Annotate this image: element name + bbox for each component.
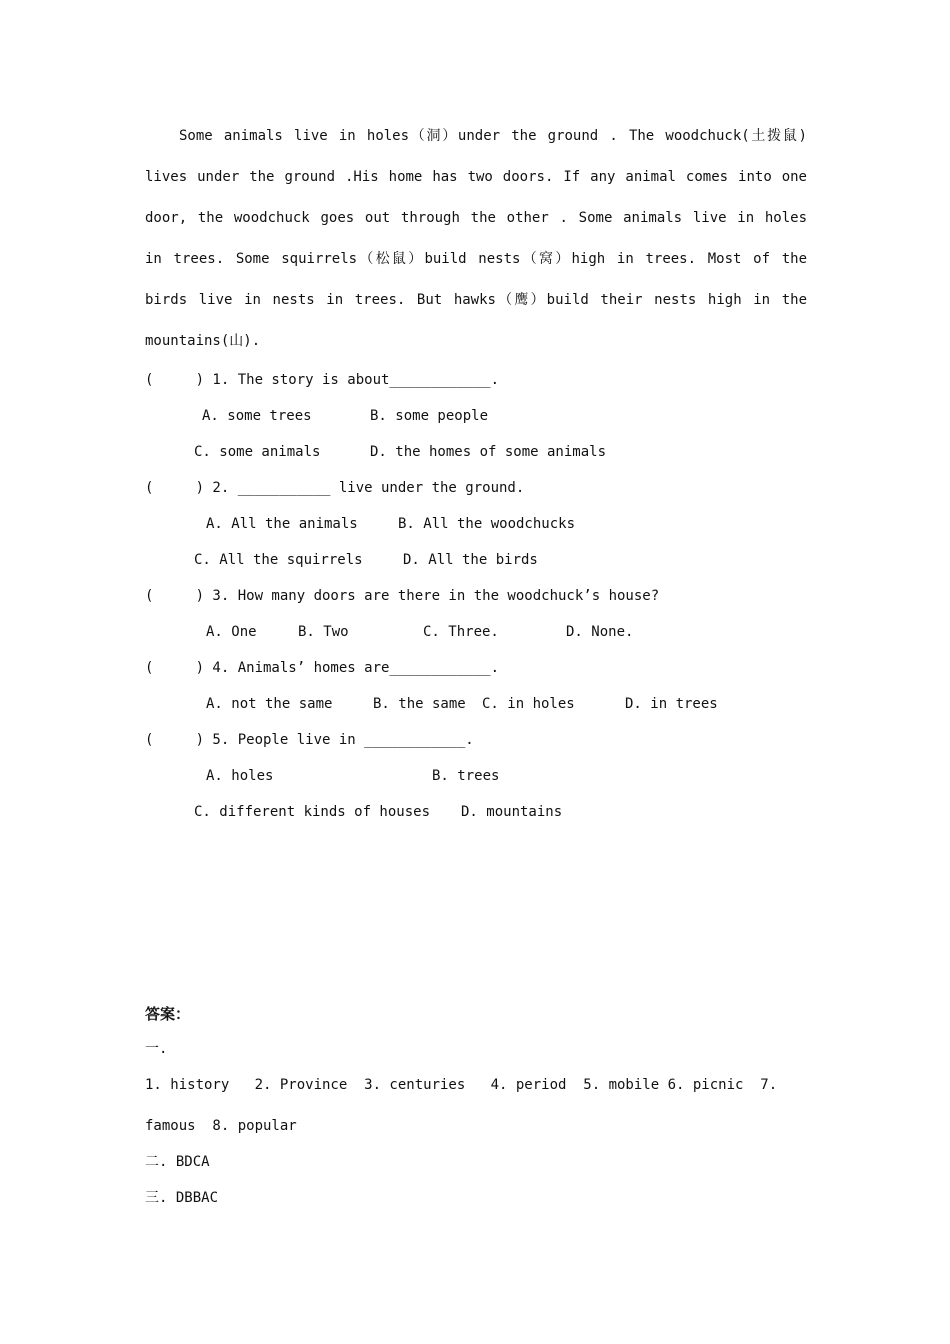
question-4-option-c: C. in holes	[482, 696, 575, 712]
reading-passage	[145, 116, 807, 362]
question-3-option-c: C. Three.	[423, 624, 499, 640]
question-4: ( ) 4. Animals’ homes are____________.	[145, 660, 500, 676]
answers-section-3: 三. DBBAC	[145, 1190, 219, 1206]
question-5: ( ) 5. People live in ____________.	[145, 732, 474, 748]
question-5-option-d: D. mountains	[461, 804, 563, 820]
answers-section-1-line-2: famous 8. popular	[145, 1118, 297, 1134]
question-1: ( ) 1. The story is about____________.	[145, 372, 500, 388]
question-3-option-d: D. None.	[566, 624, 634, 640]
question-3-option-a: A. One	[206, 624, 257, 640]
question-5-option-b: B. trees	[432, 768, 500, 784]
question-2-option-c: C. All the squirrels	[194, 552, 363, 568]
question-1-option-b: B. some people	[370, 408, 489, 424]
answers-section-2: 二. BDCA	[145, 1154, 210, 1170]
question-2-option-b: B. All the woodchucks	[398, 516, 576, 532]
passage-text: Some animals live in holes（洞）under the ground . The woodchuck(土拨鼠) lives under the ground .His home has two doors. If any animal comes into one door, the woodchuck goes out through the other . Some animals live in holes in trees. Some squirrels（松鼠）build nests（窝）high in trees. Most of the birds live in nests in trees. But hawks（鹰）build their nests high in the mountains(山).	[145, 128, 807, 349]
question-5-option-a: A. holes	[206, 768, 274, 784]
question-1-option-a: A. some trees	[202, 408, 312, 424]
question-4-option-b: B. the same	[373, 696, 466, 712]
question-4-option-d: D. in trees	[625, 696, 718, 712]
question-2: ( ) 2. ___________ live under the ground.	[145, 480, 525, 496]
answers-section-1-label: 一.	[145, 1041, 168, 1057]
answers-section-1-line-1: 1. history 2. Province 3. centuries 4. period 5. mobile 6. picnic 7.	[145, 1077, 778, 1093]
question-3-option-b: B. Two	[298, 624, 349, 640]
question-4-option-a: A. not the same	[206, 696, 333, 712]
question-1-option-d: D. the homes of some animals	[370, 444, 607, 460]
question-5-option-c: C. different kinds of houses	[194, 804, 431, 820]
question-2-option-a: A. All the animals	[206, 516, 358, 532]
question-1-option-c: C. some animals	[194, 444, 321, 460]
question-2-option-d: D. All the birds	[403, 552, 538, 568]
answers-title: 答案：	[145, 1005, 191, 1023]
question-3: ( ) 3. How many doors are there in the woodchuck’s house?	[145, 588, 660, 604]
